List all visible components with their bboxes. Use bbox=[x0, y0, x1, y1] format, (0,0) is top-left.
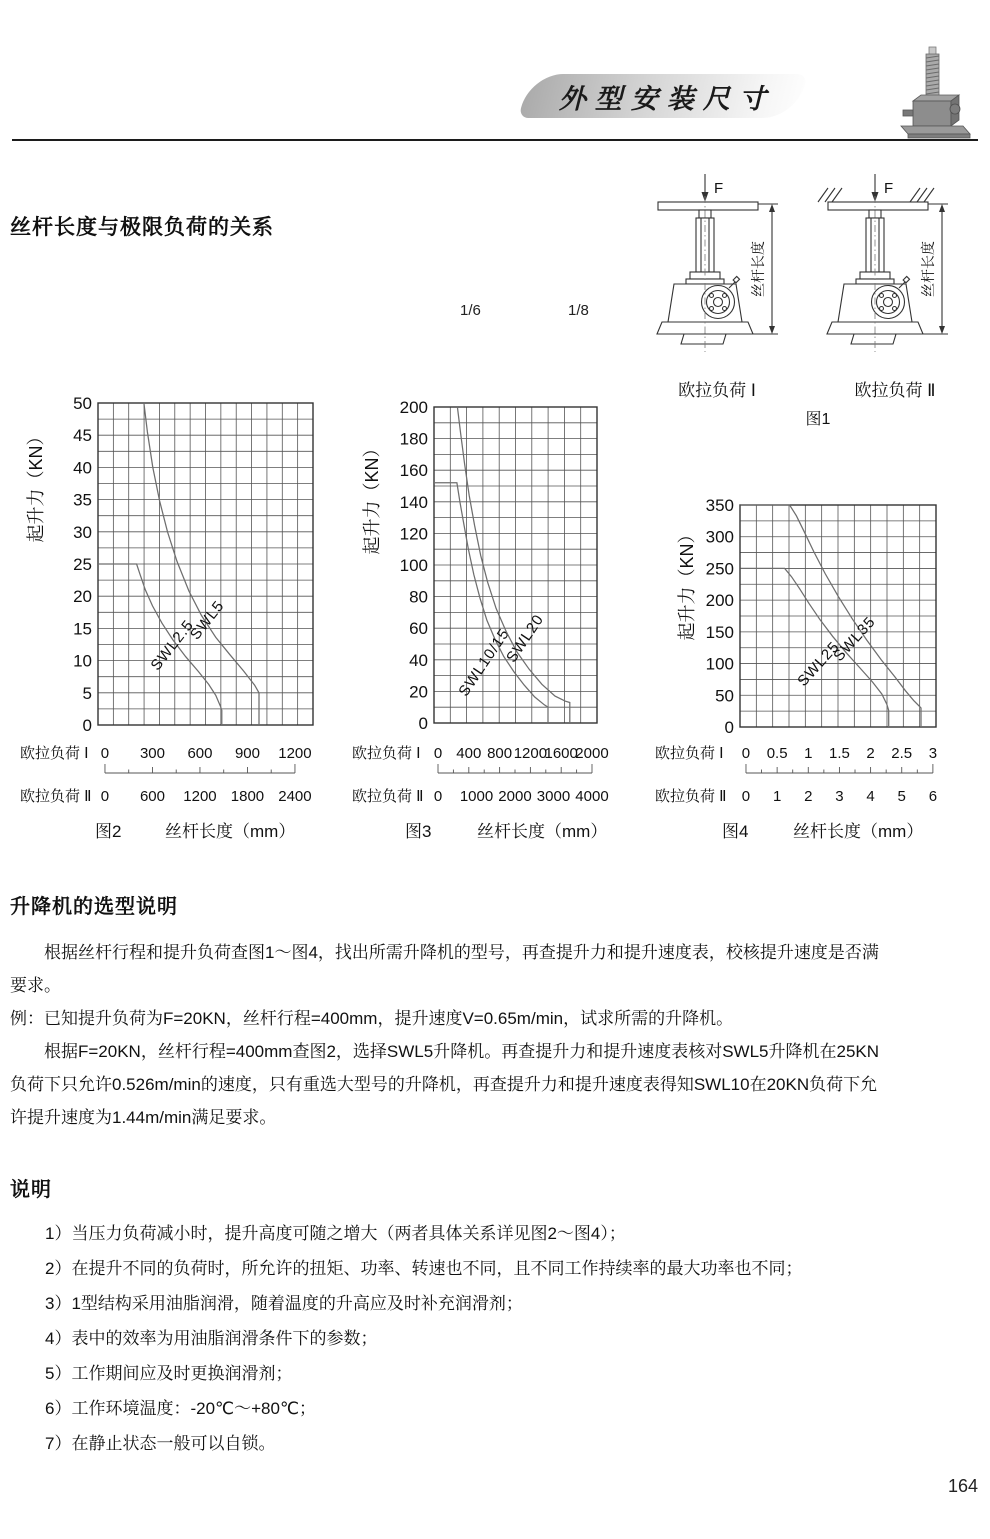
y-tick-label: 0 bbox=[82, 716, 92, 735]
chart-grid bbox=[740, 505, 936, 727]
jack-diagram-euler-load-2 bbox=[818, 174, 948, 352]
force-label: F bbox=[714, 180, 724, 197]
y-tick-label: 5 bbox=[82, 683, 92, 703]
figure-caption: 图4 bbox=[722, 822, 749, 841]
page-number: 164 bbox=[947, 1476, 978, 1496]
y-tick-label: 0 bbox=[418, 714, 428, 733]
notes-list bbox=[45, 1222, 975, 1467]
axis-I-tick: 800 bbox=[487, 745, 513, 762]
axis-II-tick: 0 bbox=[741, 788, 751, 805]
chart-figure2 bbox=[20, 397, 335, 860]
dual-scale-ruler bbox=[438, 764, 592, 773]
y-axis-label: 起升力（KN） bbox=[677, 525, 697, 641]
axis-II-tick: 6 bbox=[928, 788, 938, 805]
y-tick-label: 20 bbox=[73, 587, 92, 607]
y-tick-label: 250 bbox=[705, 559, 734, 579]
page-title: 外型安装尺寸 bbox=[559, 83, 775, 114]
y-tick-label: 40 bbox=[73, 458, 92, 478]
screw-length-dim-label: 丝杆长度 bbox=[920, 241, 936, 297]
axis-I-tick: 900 bbox=[234, 745, 260, 762]
y-tick-label: 40 bbox=[409, 650, 428, 670]
axis-I-tick: 0 bbox=[433, 745, 443, 762]
notes-heading: 说明 bbox=[10, 1179, 52, 1201]
section-title: 丝杆长度与极限负荷的关系 bbox=[10, 216, 274, 239]
axis-I-tick: 1200 bbox=[278, 745, 312, 762]
ratio-label-1-8: 1/8 bbox=[568, 302, 589, 319]
text-line: 根据丝杆行程和提升负荷查图1～图4，找出所需升降机的型号，再查提升力和提升速度表，校核提升速度是否满 bbox=[44, 943, 879, 962]
axis-II-tick: 1 bbox=[772, 788, 782, 805]
axis-II-tick: 600 bbox=[139, 788, 165, 805]
text-line: 要求。 bbox=[10, 976, 61, 995]
y-axis-label: 起升力（KN） bbox=[362, 439, 382, 555]
x-axis-label: 丝杆长度（mm） bbox=[165, 822, 296, 841]
selection-heading: 升降机的选型说明 bbox=[10, 896, 178, 918]
text-line: 负荷下只允许0.526m/min的速度，只有重选大型号的升降机，再查提升力和提升速度表得知SWL10在20KN负荷下允 bbox=[10, 1075, 878, 1094]
axis-II-tick: 4000 bbox=[575, 788, 609, 805]
y-tick-label: 15 bbox=[73, 619, 92, 639]
axis-I-tick: 1600 bbox=[544, 745, 578, 762]
axis-II-tick: 1200 bbox=[183, 788, 217, 805]
y-tick-label: 120 bbox=[399, 524, 428, 544]
y-tick-label: 80 bbox=[409, 587, 428, 607]
y-tick-label: 50 bbox=[73, 397, 92, 413]
dual-scale-ruler bbox=[105, 764, 295, 773]
chart-svg bbox=[655, 397, 955, 855]
euler-load-1-caption: 欧拉负荷 Ⅰ bbox=[678, 381, 756, 400]
y-tick-label: 50 bbox=[715, 686, 734, 706]
dual-scale-ruler bbox=[746, 764, 933, 773]
chart-grid bbox=[434, 407, 597, 723]
axis-II-tick: 4 bbox=[866, 788, 875, 805]
axis-I-tick: 600 bbox=[187, 745, 213, 762]
axis-I-tick: 1200 bbox=[513, 745, 548, 762]
note-item: 5）工作期间应及时更换润滑剂； bbox=[45, 1364, 293, 1383]
axis-II-tick: 5 bbox=[897, 788, 906, 805]
series-label-SWL25: SWL25 bbox=[794, 638, 844, 690]
y-tick-label: 35 bbox=[73, 490, 92, 510]
axis-I-tick: 400 bbox=[456, 745, 482, 762]
note-item: 1）当压力负荷减小时，提升高度可随之增大（两者具体关系详见图2～图4）； bbox=[45, 1224, 626, 1243]
header-divider bbox=[12, 139, 978, 141]
axis-II-tick: 3 bbox=[835, 788, 844, 805]
y-tick-label: 30 bbox=[73, 522, 92, 542]
axis-II-tick: 0 bbox=[433, 788, 443, 805]
axis-I-tick: 2.5 bbox=[891, 745, 913, 762]
chart-figure3 bbox=[352, 397, 620, 860]
chart-figure4 bbox=[655, 397, 955, 860]
note-item: 6）工作环境温度：-20℃～+80℃； bbox=[45, 1399, 317, 1418]
axis-row-label: 欧拉负荷 Ⅰ bbox=[655, 745, 724, 762]
series-label-SWL35: SWL35 bbox=[830, 613, 880, 665]
y-tick-label: 200 bbox=[705, 591, 734, 611]
axis-I-tick: 3 bbox=[928, 745, 938, 762]
axis-II-tick: 2400 bbox=[278, 788, 312, 805]
figure1-diagram bbox=[638, 168, 990, 432]
y-tick-label: 100 bbox=[705, 654, 734, 674]
axis-II-tick: 2 bbox=[804, 788, 813, 805]
series-label-SWL20: SWL20 bbox=[503, 611, 548, 666]
selection-paragraphs bbox=[10, 936, 985, 1134]
axis-I-tick: 0.5 bbox=[766, 745, 788, 762]
axis-row-label: 欧拉负荷 Ⅱ bbox=[20, 788, 92, 805]
text-line: 例：已知提升负荷为F=20KN，丝杆行程=400mm，提升速度V=0.65m/min，试求所需的升降机。 bbox=[10, 1009, 734, 1028]
figure-caption: 图3 bbox=[405, 822, 432, 841]
y-tick-label: 180 bbox=[399, 429, 428, 449]
y-tick-label: 10 bbox=[73, 651, 92, 671]
y-axis-label: 起升力（KN） bbox=[26, 427, 46, 543]
axis-II-tick: 1000 bbox=[459, 788, 494, 805]
y-tick-label: 0 bbox=[724, 718, 734, 737]
euler-load-2-caption: 欧拉负荷 Ⅱ bbox=[854, 381, 936, 400]
axis-II-tick: 0 bbox=[100, 788, 110, 805]
series-label-SWL2.5: SWL2.5 bbox=[147, 616, 198, 674]
text-line: 根据F=20KN，丝杆行程=400mm查图2，选择SWL5升降机。再查提升力和提升速度表核对SWL5升降机在25KN bbox=[44, 1042, 880, 1061]
axis-row-label: 欧拉负荷 Ⅱ bbox=[352, 788, 424, 805]
axis-I-tick: 300 bbox=[139, 745, 165, 762]
force-label: F bbox=[884, 180, 894, 197]
y-tick-label: 25 bbox=[73, 555, 92, 574]
y-tick-label: 300 bbox=[705, 527, 734, 547]
screw-length-dim-label: 丝杆长度 bbox=[750, 241, 766, 297]
y-tick-label: 200 bbox=[399, 398, 428, 417]
x-axis-label: 丝杆长度（mm） bbox=[793, 822, 924, 841]
axis-I-tick: 2 bbox=[866, 745, 875, 762]
axis-I-tick: 0 bbox=[741, 745, 751, 762]
y-tick-label: 350 bbox=[705, 496, 734, 515]
y-tick-label: 140 bbox=[399, 492, 428, 512]
axis-I-tick: 0 bbox=[100, 745, 110, 762]
axis-II-tick: 1800 bbox=[230, 788, 265, 805]
jack-diagram-euler-load-1 bbox=[657, 174, 778, 352]
y-tick-label: 60 bbox=[409, 619, 428, 639]
note-item: 7）在静止状态一般可以自锁。 bbox=[45, 1434, 276, 1453]
axis-I-tick: 1 bbox=[804, 745, 813, 762]
y-tick-label: 20 bbox=[409, 682, 428, 702]
axis-II-tick: 2000 bbox=[498, 788, 532, 805]
y-tick-label: 100 bbox=[399, 556, 428, 575]
y-tick-label: 45 bbox=[73, 426, 92, 446]
series-label-SWL5: SWL5 bbox=[186, 597, 228, 644]
x-axis-label: 丝杆长度（mm） bbox=[477, 822, 608, 841]
chart-svg bbox=[20, 397, 335, 855]
screw-jack-icon bbox=[893, 46, 973, 140]
y-tick-label: 160 bbox=[399, 461, 428, 481]
axis-row-label: 欧拉负荷 Ⅰ bbox=[20, 745, 89, 762]
figure1-caption: 图1 bbox=[805, 411, 831, 428]
axis-I-tick: 1.5 bbox=[829, 745, 850, 762]
ratio-label-1-6: 1/6 bbox=[460, 302, 481, 319]
axis-row-label: 欧拉负荷 Ⅱ bbox=[655, 788, 727, 805]
text-line: 许提升速度为1.44m/min满足要求。 bbox=[10, 1108, 277, 1127]
axis-row-label: 欧拉负荷 Ⅰ bbox=[352, 745, 421, 762]
axis-I-tick: 2000 bbox=[575, 745, 609, 762]
page-header-banner bbox=[519, 74, 808, 118]
note-item: 4）表中的效率为用油脂润滑条件下的参数； bbox=[45, 1329, 378, 1348]
y-tick-label: 150 bbox=[705, 622, 734, 642]
axis-II-tick: 3000 bbox=[536, 788, 571, 805]
chart-svg bbox=[352, 397, 620, 855]
figure-caption: 图2 bbox=[95, 822, 122, 841]
series-curve-SWL10/15 bbox=[434, 483, 548, 723]
note-item: 3）1型结构采用油脂润滑，随着温度的升高应及时补充润滑剂； bbox=[45, 1294, 523, 1313]
note-item: 2）在提升不同的负荷时，所允许的扭矩、功率、转速也不同，且不同工作持续率的最大功率也不同； bbox=[45, 1259, 803, 1278]
series-label-SWL10/15: SWL10/15 bbox=[455, 625, 514, 700]
